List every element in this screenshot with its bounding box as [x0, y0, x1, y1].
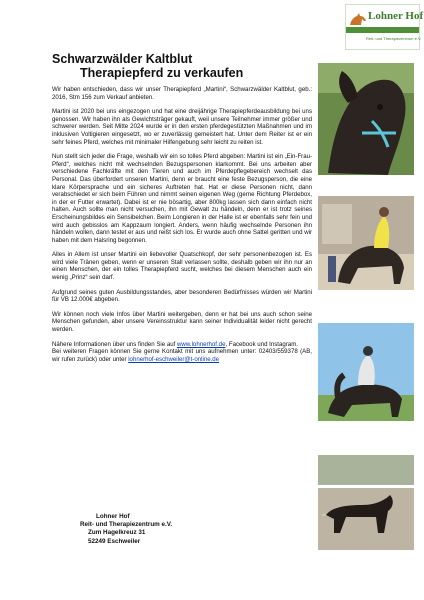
address-block	[80, 513, 172, 546]
paragraph-reason: Nun stellt sich jeder die Frage, weshalb wir ein so tolles Pferd abgeben: Martini ist ein „Ein-Frau-Pferd“, welches nicht mit wechselnden Bezugspersonen klarkommt. Bei uns arbeiten aber verschiedene Fachkräfte mit den Tieren und auch im Pferdepflegebereich wechselt das Personal. Das überfordert unseren Martini, denn er braucht eine feste Bezugsperson, die eine klare Körpersprache und ein sicheres Auftreten hat. Hat er diese Personen nicht, dann verabschiedet er sich beim Führen und nimmt seinen eigenen Weg (gerne Richtung Pferdebox, in der er Futter erwartet). Dabei ist er nie bösartig, aber 800kg lassen sich dann einfach nicht halten. Auch sollte man nicht versuchen, ihn mit Gewalt zu händeln, denn er ist trotz seines Erscheinungsbildes ein Sensibelchen. Beim Longieren in der Halle ist er ebenfalls sehr fein und wird auch gebisslos am Kappzaum longiert. Anders, wenn häufig wechselnde Personen ihn händeln wollen, dann testet er aus und reißt sich los. Er wurde auch ohne Sattel geritten und wir haben mit dem Halsring begonnen.	[52, 153, 312, 244]
photo-horse-head	[318, 63, 414, 175]
email-link[interactable]: lohnerhof-eschweiler@t-online.de	[128, 355, 220, 363]
contact-website-text: Nähere Informationen über uns finden Sie auf	[52, 340, 178, 348]
contact-phone-text: Bei weiteren Fragen können Sie gerne Kontakt mit uns aufnehmen unter: 02403/559378 (AB, wir rufen zurück) oder unter	[52, 348, 312, 363]
paragraph-contact	[52, 341, 312, 364]
paragraph-price: Aufgrund seines guten Ausbildungsstandes, aber besonderen Bedürfnisses würden wir Martini für VB 12.000€ abgeben.	[52, 288, 312, 304]
logo-subtitle: Reit- und Therapiezentrum e.V.	[366, 36, 422, 41]
address-name: Lohner Hof	[96, 513, 130, 520]
contact-social-text: , Facebook und Instagram.	[225, 340, 298, 348]
logo-green-bar	[346, 27, 419, 33]
photo-rider-arena	[318, 196, 414, 290]
website-link[interactable]: www.lohnerhof.de	[177, 340, 226, 348]
lohner-hof-logo	[345, 4, 424, 50]
paragraph-more-info: Wir können noch viele Infos über Martini weitergeben, denn er hat bei uns auch schon seine Menschen gefunden, aber unsere Vereinsstruktur kann seiner Individualität leider nicht gerecht werden.	[52, 310, 312, 334]
title-line-1: Schwarzwälder Kaltblut	[52, 52, 193, 66]
address-org: Reit- und Therapiezentrum e.V.	[80, 521, 173, 529]
photo-rider-outdoor	[318, 323, 414, 421]
address-city: 52249 Eschweiler	[88, 537, 141, 545]
body-text	[52, 86, 312, 363]
logo-name: Lohner Hof	[368, 10, 424, 22]
page-title	[52, 52, 332, 80]
photo-horse-paddock	[318, 455, 414, 550]
paragraph-character: Alles in Allem ist unser Martini ein liebevoller Quatschkopf, der sehr personenbezogen ist. Es wird viele Tränen geben, wenn er unseren Stall verlassen sollte, deshalb geben wir ihn nur an einen Menschen, der ein tolles Therapiepferd sucht, welches bei diesem Menschen auch ein wenig „Prinz“ sein darf.	[52, 251, 312, 282]
title-line-2: Therapiepferd zu verkaufen	[80, 66, 244, 80]
paragraph-history: Martini ist 2020 bei uns eingezogen und hat eine dreijährige Therapiepferdeausbildung bei uns genossen. Wir haben ihn als Gewichtsträger gekauft, weil unsere Teilnehmer immer größer und schwerer werden. Seit Mitte 2024 wurde er in den ersten pferdegestützten Maßnahmen und im inklusiven Voltigieren eingesetzt, wo er zuverlässig gemeistert hat. Unter dem Reiter ist er ein sehr feines Pferd, welches mit minimaler Hilfengebung sehr leicht zu reiten ist.	[52, 108, 312, 146]
horse-logo-icon	[348, 11, 368, 27]
address-street: Zum Hagelkreuz 31	[88, 529, 146, 537]
paragraph-intro: Wir haben entschieden, dass wir unser Therapiepferd „Martini“, Schwarzwälder Kaltblut, geb.: 2016, Stm 156 zum Verkauf anbieten.	[52, 86, 312, 101]
